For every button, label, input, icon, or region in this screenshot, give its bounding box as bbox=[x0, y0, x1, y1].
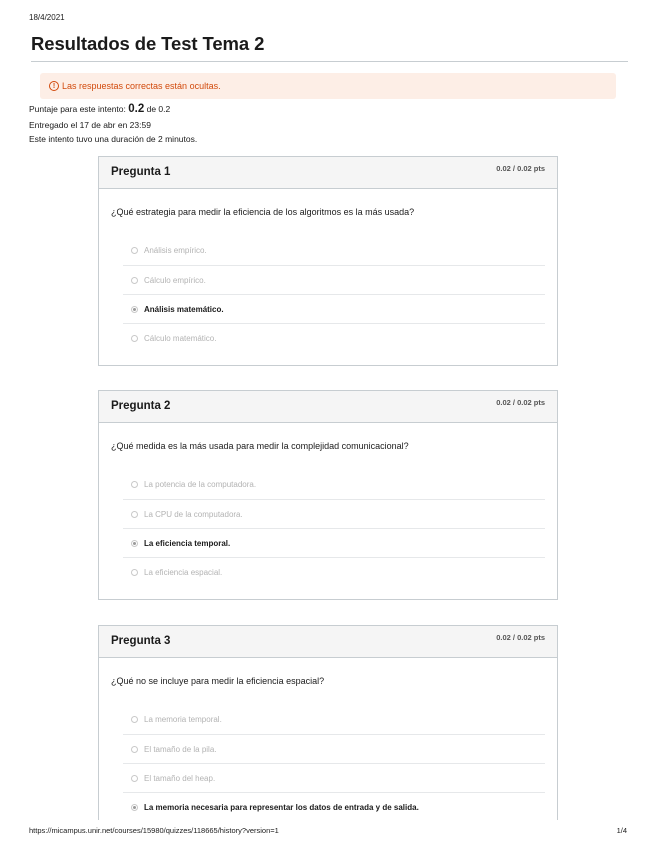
score-suffix: de 0.2 bbox=[144, 104, 171, 114]
question-title: Pregunta 3 bbox=[111, 635, 171, 647]
answer-option bbox=[123, 236, 545, 265]
question-title: Pregunta 1 bbox=[111, 166, 171, 178]
page-title: Resultados de Test Tema 2 bbox=[31, 33, 265, 54]
alert-text: Las respuestas correctas están ocultas. bbox=[62, 81, 221, 91]
score-line bbox=[29, 104, 170, 115]
answer-label: La eficiencia espacial. bbox=[144, 567, 223, 577]
radio-icon bbox=[131, 716, 138, 723]
answer-label: El tamaño de la pila. bbox=[144, 744, 217, 754]
radio-icon bbox=[131, 569, 138, 576]
question-points: 0.02 / 0.02 pts bbox=[496, 633, 545, 642]
question-header bbox=[99, 391, 557, 423]
answer-option bbox=[123, 557, 545, 586]
question-text: ¿Qué estrategia para medir la eficiencia de los algoritmos es la más usada? bbox=[111, 207, 415, 217]
duration-line: Este intento tuvo una duración de 2 minutos. bbox=[29, 134, 198, 144]
answer-option bbox=[123, 763, 545, 792]
answer-label: La eficiencia temporal. bbox=[144, 538, 231, 548]
question-points: 0.02 / 0.02 pts bbox=[496, 164, 545, 173]
question-points: 0.02 / 0.02 pts bbox=[496, 398, 545, 407]
radio-checked-icon bbox=[131, 804, 138, 811]
question-card bbox=[98, 390, 558, 600]
question-card bbox=[98, 156, 558, 366]
question-header bbox=[99, 157, 557, 189]
answer-option-selected bbox=[123, 792, 545, 821]
answer-option bbox=[123, 705, 545, 734]
radio-icon bbox=[131, 247, 138, 254]
question-text: ¿Qué no se incluye para medir la eficiencia espacial? bbox=[111, 676, 325, 686]
answer-option bbox=[123, 323, 545, 352]
answer-list bbox=[123, 470, 545, 586]
answer-label: El tamaño del heap. bbox=[144, 773, 216, 783]
title-divider bbox=[31, 61, 628, 62]
radio-checked-icon bbox=[131, 540, 138, 547]
answer-label: Cálculo empírico. bbox=[144, 275, 206, 285]
radio-icon bbox=[131, 335, 138, 342]
answer-list bbox=[123, 705, 545, 821]
exclamation-circle-icon: ! bbox=[49, 81, 59, 91]
radio-icon bbox=[131, 481, 138, 488]
radio-checked-icon bbox=[131, 306, 138, 313]
radio-icon bbox=[131, 775, 138, 782]
answer-label: Cálculo matemático. bbox=[144, 333, 217, 343]
score-prefix: Puntaje para este intento: bbox=[29, 104, 129, 114]
score-value: 0.2 bbox=[128, 103, 145, 115]
question-text: ¿Qué medida es la más usada para medir la complejidad comunicacional? bbox=[111, 441, 409, 451]
footer-page-number: 1/4 bbox=[616, 826, 627, 835]
answer-option bbox=[123, 734, 545, 763]
hidden-answers-alert bbox=[40, 73, 616, 99]
footer-url: https://micampus.unir.net/courses/15980/quizzes/118665/history?version=1 bbox=[29, 826, 279, 835]
radio-icon bbox=[131, 277, 138, 284]
answer-label: Análisis empírico. bbox=[144, 246, 207, 255]
answer-option-selected bbox=[123, 528, 545, 557]
submitted-line: Entregado el 17 de abr en 23:59 bbox=[29, 120, 151, 130]
answer-option-selected bbox=[123, 294, 545, 323]
answer-list bbox=[123, 236, 545, 352]
answer-label: La memoria temporal. bbox=[144, 715, 222, 724]
question-header bbox=[99, 626, 557, 658]
radio-icon bbox=[131, 511, 138, 518]
answer-option bbox=[123, 265, 545, 294]
question-card bbox=[98, 625, 558, 820]
radio-icon bbox=[131, 746, 138, 753]
answer-option bbox=[123, 499, 545, 528]
answer-label: La memoria necesaria para representar los datos de entrada y de salida. bbox=[144, 802, 419, 812]
answer-option bbox=[123, 470, 545, 499]
print-date: 18/4/2021 bbox=[29, 13, 65, 22]
answer-label: La potencia de la computadora. bbox=[144, 480, 257, 489]
question-title: Pregunta 2 bbox=[111, 400, 171, 412]
answer-label: La CPU de la computadora. bbox=[144, 509, 243, 519]
answer-label: Análisis matemático. bbox=[144, 304, 224, 314]
